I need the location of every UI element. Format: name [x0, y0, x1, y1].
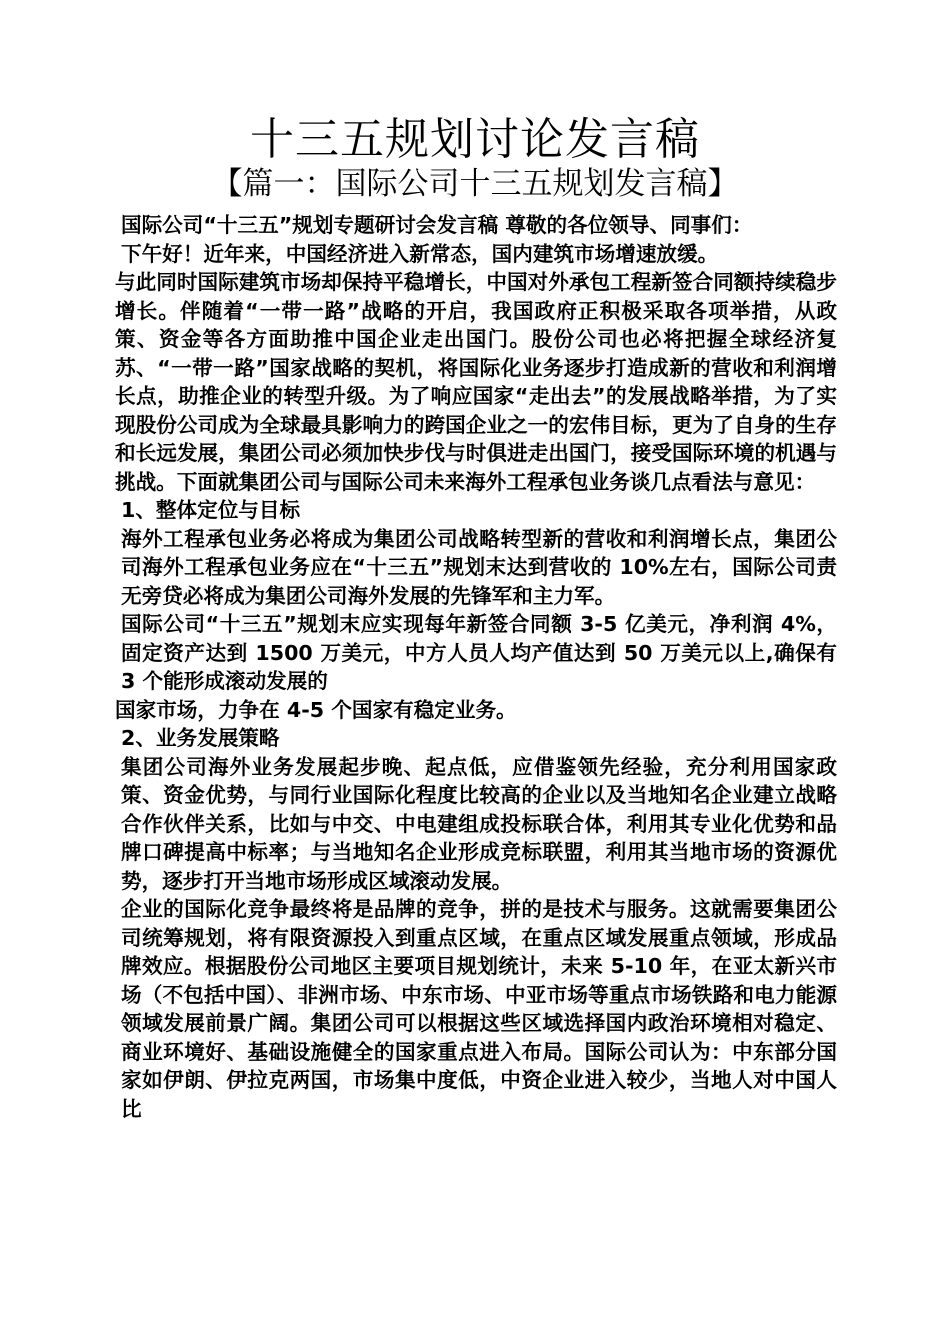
paragraph-targets-continued: 国家市场，力争在 4-5 个国家有稳定业务。 [115, 697, 517, 722]
paragraph-background: 与此同时国际建筑市场却保持平稳增长，中国对外承包工程新签合同额持续稳步增长。伴随着“一带一路”战略的开启，我国政府正积极采取各项举措，从政策、资金等各方面助推中国企业走出国门。股份公司也必将把握全球经济复苏、“一带一路”国家战略的契机，将国际化业务逐步打造成新的营收和利润增长点，助推企业的转型升级。为了响应国家“走出去”的发展战略举措，为了实现股份公司成为全球最具影响力的跨国企业之一的宏伟目标，更为了自身的生存和长远发展，集团公司必须加快步伐与时俱进走出国门，接受国际环境的机遇与挑战。下面就集团公司与国际公司未来海外工程承包业务谈几点看法与意见： [115, 270, 837, 494]
paragraph-strategy-brand: 企业的国际化竞争最终将是品牌的竞争，拼的是技术与服务。这就需要集团公司统筹规划，将有限资源投入到重点区域，在重点区域发展重点领域，形成品牌效应。根据股份公司地区主要项目规划统计，未来 5-10 年，在亚太新兴市场（不包括中国）、非洲市场、中东市场、中亚市场等重点市场铁路和电力能源领域发展前景广阔。集团公司可以根据这些区域选择国内政治环境相对稳定、商业环境好、基础设施健全的国家重点进入布局。国际公司认为：中东部分国家如伊朗、伊拉克两国，市场集中度低，中资企业进入较少，当地人对中国人比 [121, 897, 837, 1121]
paragraph-targets: 国际公司“十三五”规划末应实现每年新签合同额 3-5 亿美元，净利润 4%，固定资产达到 1500 万美元，中方人员人均产值达到 50 万美元以上,确保有 3 个能形成滚动发展的 [121, 612, 837, 693]
document-subtitle: 【篇一：国际公司十三五规划发言稿】 [211, 166, 739, 202]
paragraph-opening: 下午好！近年来，中国经济进入新常态，国内建筑市场增速放缓。 [121, 241, 719, 266]
section-heading-positioning: 1、整体定位与目标 [121, 498, 301, 522]
paragraph-positioning: 海外工程承包业务必将成为集团公司战略转型新的营收和利润增长点，集团公司海外工程承包业务应在“十三五”规划末达到营收的 10%左右，国际公司责无旁贷必将成为集团公司海外发展的先锋军和主力军。 [121, 526, 837, 608]
paragraph-strategy-partners: 集团公司海外业务发展起步晚、起点低，应借鉴领先经验，充分利用国家政策、资金优势，与同行业国际化程度比较高的企业以及当地知名企业建立战略合作伙伴关系，比如与中交、中电建组成投标联合体，利用其专业化优势和品牌口碑提高中标率；与当地知名企业形成竞标联盟，利用其当地市场的资源优势，逐步打开当地市场形成区域滚动发展。 [121, 754, 837, 893]
document-body [115, 211, 837, 1123]
section-heading-strategy: 2、业务发展策略 [121, 726, 280, 750]
paragraph-greeting: 国际公司“十三五”规划专题研讨会发言稿 尊敬的各位领导、同事们： [121, 213, 753, 237]
document-title: 十三五规划讨论发言稿 [250, 114, 700, 165]
